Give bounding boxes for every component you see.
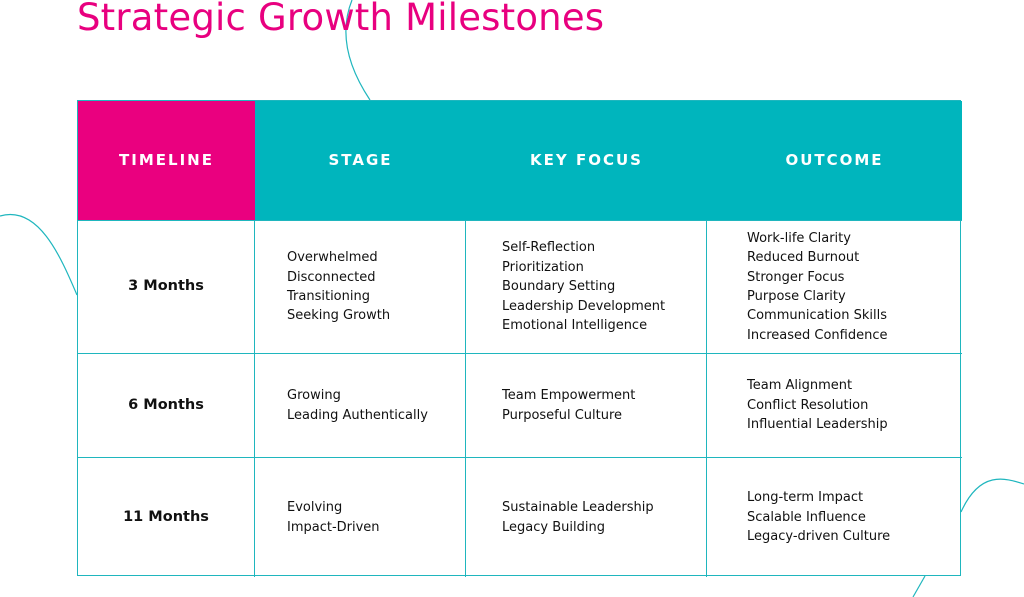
outcome-item: Team Alignment <box>747 378 853 394</box>
timeline-cell: 11 Months <box>78 457 255 577</box>
outcome-item: Work-life Clarity <box>747 230 851 246</box>
key-focus-cell <box>466 353 707 457</box>
outcome-item: Influential Leadership <box>747 417 888 433</box>
outcome-item: Reduced Burnout <box>747 250 860 266</box>
key-focus-item: Emotional Intelligence <box>502 318 648 334</box>
outcome-cell <box>707 457 962 577</box>
key-focus-cell <box>466 220 707 353</box>
stage-cell <box>255 353 466 457</box>
decorative-curve-bottom-right <box>913 576 925 597</box>
timeline-cell: 3 Months <box>78 220 255 353</box>
key-focus-item: Self-Reflection <box>502 240 596 256</box>
stage-item: Impact-Driven <box>287 519 380 535</box>
decorative-curve-left <box>0 214 77 295</box>
key-focus-item: Boundary Setting <box>502 279 616 295</box>
key-focus-item: Legacy Building <box>502 519 605 535</box>
stage-item: Growing <box>287 388 341 404</box>
timeline-cell: 6 Months <box>78 353 255 457</box>
stage-item: Disconnected <box>287 269 376 285</box>
decorative-curve-right <box>961 479 1024 512</box>
page-title: Strategic Growth Milestones <box>77 0 605 39</box>
milestones-table <box>77 100 961 576</box>
outcome-item: Increased Confidence <box>747 327 888 343</box>
header-stage: STAGE <box>255 101 466 220</box>
outcome-item: Legacy-driven Culture <box>747 529 891 545</box>
outcome-item: Long-term Impact <box>747 490 864 506</box>
stage-item: Leading Authentically <box>287 407 428 423</box>
milestones-grid <box>77 100 961 576</box>
outcome-item: Communication Skills <box>747 308 887 324</box>
header-outcome: OUTCOME <box>707 101 962 220</box>
key-focus-cell <box>466 457 707 577</box>
outcome-item: Purpose Clarity <box>747 289 846 304</box>
stage-item: Overwhelmed <box>287 250 378 266</box>
stage-cell <box>255 220 466 353</box>
stage-item: Seeking Growth <box>287 308 391 324</box>
outcome-item: Stronger Focus <box>747 269 845 285</box>
header-key-focus: KEY FOCUS <box>466 101 707 220</box>
header-timeline: TIMELINE <box>78 101 255 220</box>
outcome-cell <box>707 353 962 457</box>
key-focus-item: Prioritization <box>502 259 584 275</box>
stage-item: Evolving <box>287 500 343 516</box>
key-focus-item: Sustainable Leadership <box>502 500 654 516</box>
stage-cell <box>255 457 466 577</box>
outcome-item: Scalable Influence <box>747 509 866 525</box>
outcome-cell <box>707 220 962 353</box>
key-focus-item: Leadership Development <box>502 298 666 314</box>
stage-item: Transitioning <box>287 289 370 304</box>
key-focus-item: Team Empowerment <box>502 388 636 404</box>
outcome-item: Conflict Resolution <box>747 397 869 413</box>
key-focus-item: Purposeful Culture <box>502 407 623 423</box>
